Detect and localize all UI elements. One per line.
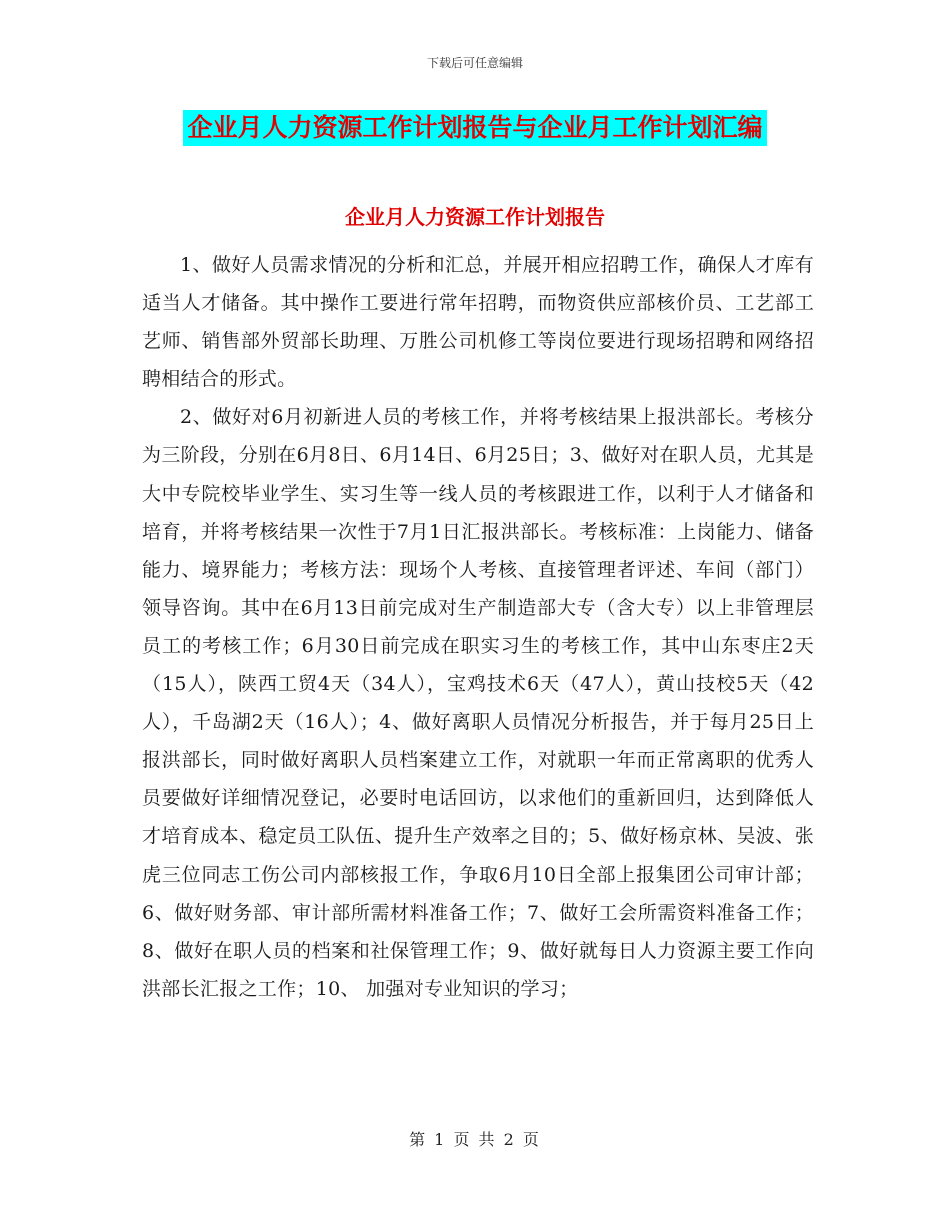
body-paragraph-2: 2、做好对6月初新进人员的考核工作，并将考核结果上报洪部长。考核分为三阶段，分别在6月8日、6月14日、6月25日；3、做好对在职人员，尤其是大中专院校毕业学生、实习生等一线人员的考核跟进工作，以利于人才储备和培育，并将考核结果一次性于7月1日汇报洪部长。考核标准：上岗能力、储备能力、境界能力；考核方法：现场个人考核、直接管理者评述、车间（部门）领导咨询。其中在6月13日前完成对生产制造部大专（含大专）以上非管理层员工的考核工作；6月30日前完成在职实习生的考核工作，其中山东枣庄2天（15人），陕西工贸4天（34人），宝鸡技术6天（47人），黄山技校5天（42人），千岛湖2天（16人）；4、做好离职人员情况分析报告，并于每月25日上报洪部长，同时做好离职人员档案建立工作，对就职一年而正常离职的优秀人员要做好详细情况登记，必要时电话回访，以求他们的重新回归，达到降低人才培育成本、稳定员工队伍、提升生产效率之目的；5、做好杨京林、吴波、张虎三位同志工伤公司内部核报工作，争取6月10日全部上报集团公司审计部；6、做好财务部、审计部所需材料准备工作；7、做好工会所需资料准备工作；8、做好在职人员的档案和社保管理工作；9、做好就每日人力资源主要工作向洪部长汇报之工作；10、 加强对专业知识的学习； <box>142 406 814 1000</box>
section-title: 企业月人力资源工作计划报告 <box>345 205 605 229</box>
body-paragraph-1: 1、做好人员需求情况的分析和汇总，并展开相应招聘工作，确保人才库有适当人才储备。其中操作工要进行常年招聘，而物资供应部核价员、工艺部工艺师、销售部外贸部长助理、万胜公司机修工等岗位要进行现场招聘和网络招聘相结合的形式。 <box>142 254 814 391</box>
main-title-container <box>0 110 950 146</box>
document-body <box>142 246 814 1008</box>
page-header: 下载后可任意编辑 <box>426 56 523 70</box>
document-main-title: 企业月人力资源工作计划报告与企业月工作计划汇编 <box>183 110 766 146</box>
page-footer: 第 1 页 共 2 页 <box>409 1130 541 1149</box>
